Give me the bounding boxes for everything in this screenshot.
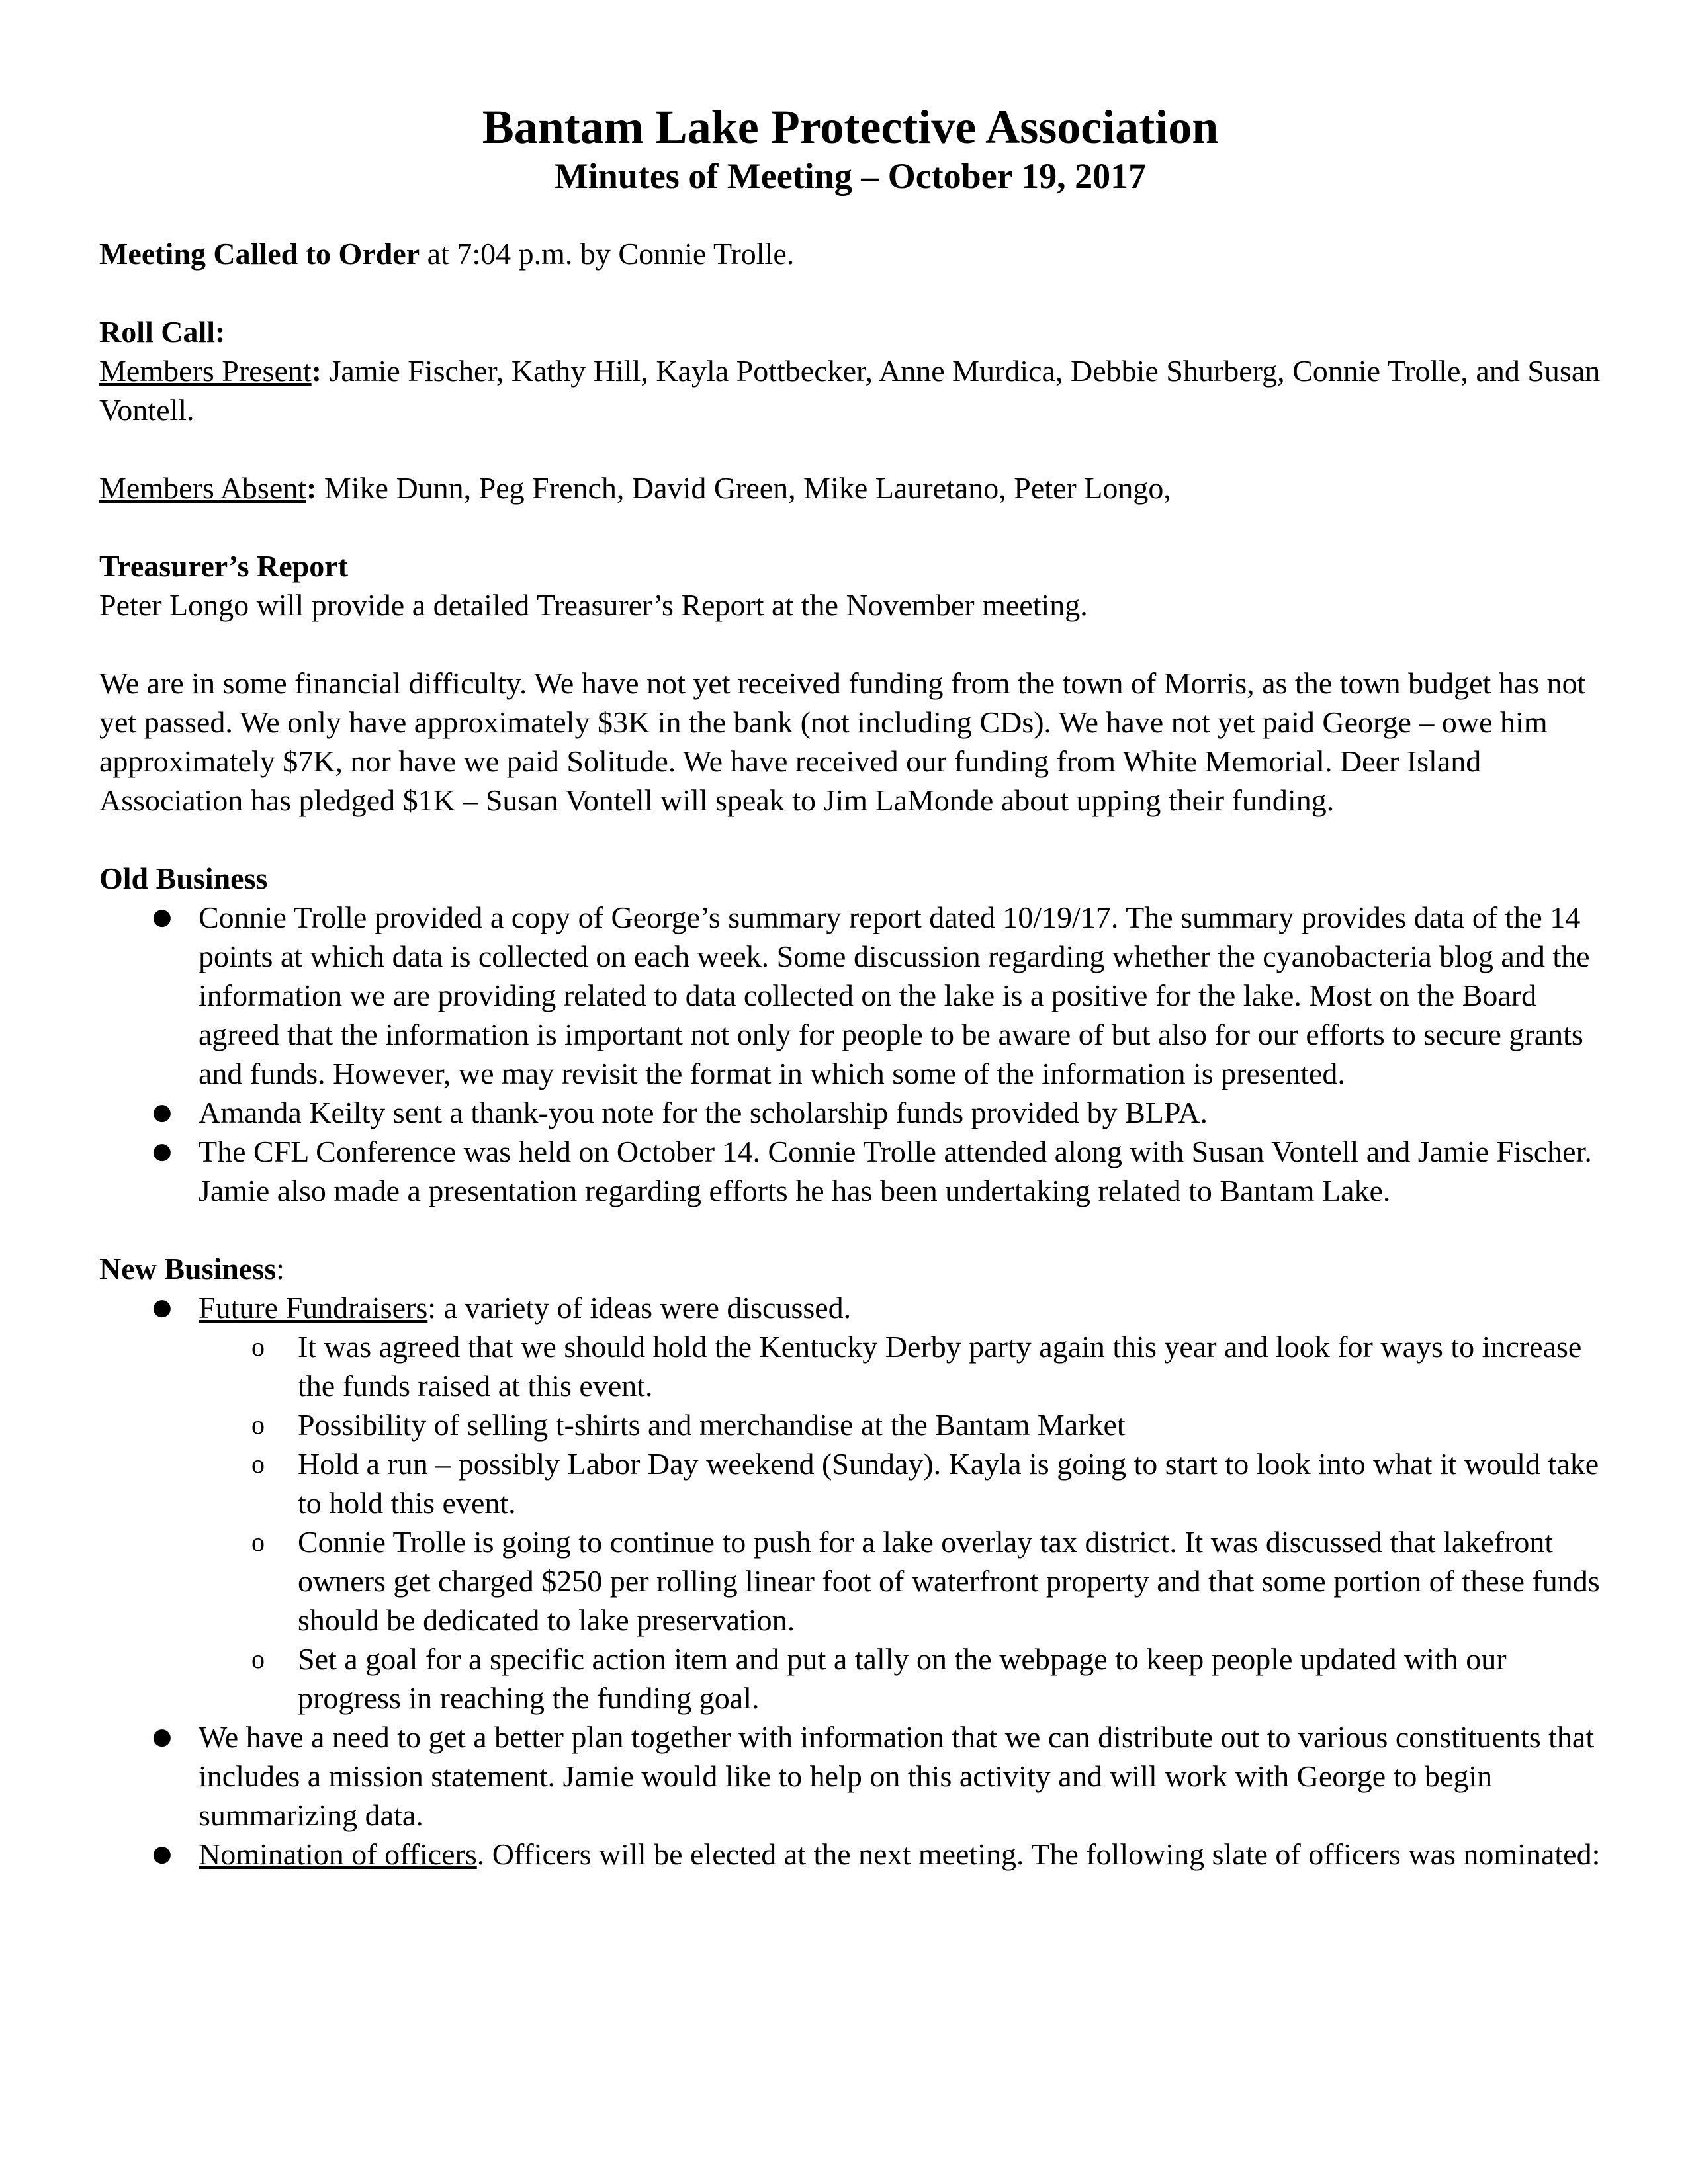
bullet-icon: ● (152, 1724, 172, 1750)
fundraiser-ideas-list (199, 1327, 1601, 1718)
call-to-order (99, 234, 1601, 273)
members-present-colon: : (311, 354, 322, 388)
list-item: ● The CFL Conference was held on October 14. Connie Trolle attended along with Susan Vontell and Jamie Fischer. Jamie also made a presentation regarding efforts he has been undertaking related to Bantam Lake. (99, 1132, 1601, 1210)
bullet-icon: ● (152, 1099, 172, 1125)
fundraisers-text: : a variety of ideas were discussed. (427, 1291, 852, 1325)
document-title: Bantam Lake Protective Association (482, 101, 1219, 153)
list-item: o Hold a run – possibly Labor Day weekend (Sunday). Kayla is going to start to look into what it would take to hold this event. (199, 1444, 1601, 1522)
list-item: o Connie Trolle is going to continue to push for a lake overlay tax district. It was discussed that lakefront owners get charged $250 per rolling linear foot of waterfront property and that some portion of these funds should be dedicated to lake preservation. (199, 1522, 1601, 1639)
document-subtitle: Minutes of Meeting – October 19, 2017 (554, 156, 1147, 196)
members-absent-colon: : (306, 471, 317, 505)
nomination-label: Nomination of officers (199, 1837, 477, 1871)
sub-bullet-icon: o (251, 1332, 265, 1362)
list-item-nomination (99, 1835, 1601, 1874)
list-item: o Set a goal for a specific action item and put a tally on the webpage to keep people updated with our progress in reaching the funding goal. (199, 1639, 1601, 1718)
sub-bullet-icon: o (251, 1449, 265, 1479)
list-item: o Possibility of selling t-shirts and merchandise at the Bantam Market (199, 1405, 1601, 1444)
members-present-label: Members Present (99, 354, 312, 388)
treasurer-paragraph: We are in some financial difficulty. We have not yet received funding from the town of Morris, as the town budget has not yet passed. We only have approximately $3K in the bank (not including CDs). We have not yet paid George – owe him approximately $7K, nor have we paid Solitude. We have received our funding from White Memorial. Deer Island Association has pledged $1K – Susan Vontell will speak to Jim LaMonde about upping their funding. (99, 666, 1586, 817)
old-business-heading: Old Business (99, 861, 268, 895)
document-page (99, 99, 1601, 1874)
members-absent (99, 468, 1601, 507)
list-item-fundraisers (99, 1288, 1601, 1718)
old-business-list (99, 898, 1601, 1210)
bullet-icon: ● (152, 1138, 172, 1164)
sub-bullet-icon: o (251, 1527, 265, 1557)
list-item: o It was agreed that we should hold the Kentucky Derby party again this year and look for ways to increase the funds raised at this event. (199, 1327, 1601, 1405)
new-business-list (99, 1288, 1601, 1874)
members-absent-label: Members Absent (99, 471, 307, 505)
bullet-icon: ● (152, 904, 172, 930)
treasurer-heading: Treasurer’s Report (99, 549, 348, 583)
call-to-order-text: at 7:04 p.m. by Connie Trolle. (420, 237, 795, 271)
nomination-text: . Officers will be elected at the next meeting. The following slate of officers was nominated: (476, 1837, 1601, 1871)
roll-call-heading: Roll Call: (99, 315, 226, 349)
bullet-icon: ● (152, 1841, 172, 1867)
members-present-text: Jamie Fischer, Kathy Hill, Kayla Pottbecker, Anne Murdica, Debbie Shurberg, Connie Trolle, and Susan Vontell. (99, 354, 1601, 427)
list-item: ● Amanda Keilty sent a thank-you note for the scholarship funds provided by BLPA. (99, 1093, 1601, 1132)
treasurer-line: Peter Longo will provide a detailed Treasurer’s Report at the November meeting. (99, 588, 1088, 622)
members-present (99, 351, 1601, 429)
list-item: ● Connie Trolle provided a copy of George’s summary report dated 10/19/17. The summary provides data of the 14 points at which data is collected on each week. Some discussion regarding whether the cyanobacteria blog and the information we are providing related to data collected on the lake is a positive for the lake. Most on the Board agreed that the information is important not only for people to be aware of but also for our efforts to secure grants and funds. However, we may revisit the format in which some of the information is presented. (99, 898, 1601, 1093)
sub-bullet-icon: o (251, 1644, 265, 1674)
list-item-plan: ● We have a need to get a better plan together with information that we can distribute out to various constituents that includes a mission statement. Jamie would like to help on this activity and will work with George to begin summarizing data. (99, 1718, 1601, 1835)
call-to-order-label: Meeting Called to Order (99, 237, 420, 271)
members-absent-text: Mike Dunn, Peg French, David Green, Mike Lauretano, Peter Longo, (316, 471, 1171, 505)
fundraisers-label: Future Fundraisers (199, 1291, 428, 1325)
new-business-heading: New Business: (99, 1252, 285, 1286)
bullet-icon: ● (152, 1294, 172, 1321)
sub-bullet-icon: o (251, 1410, 265, 1440)
